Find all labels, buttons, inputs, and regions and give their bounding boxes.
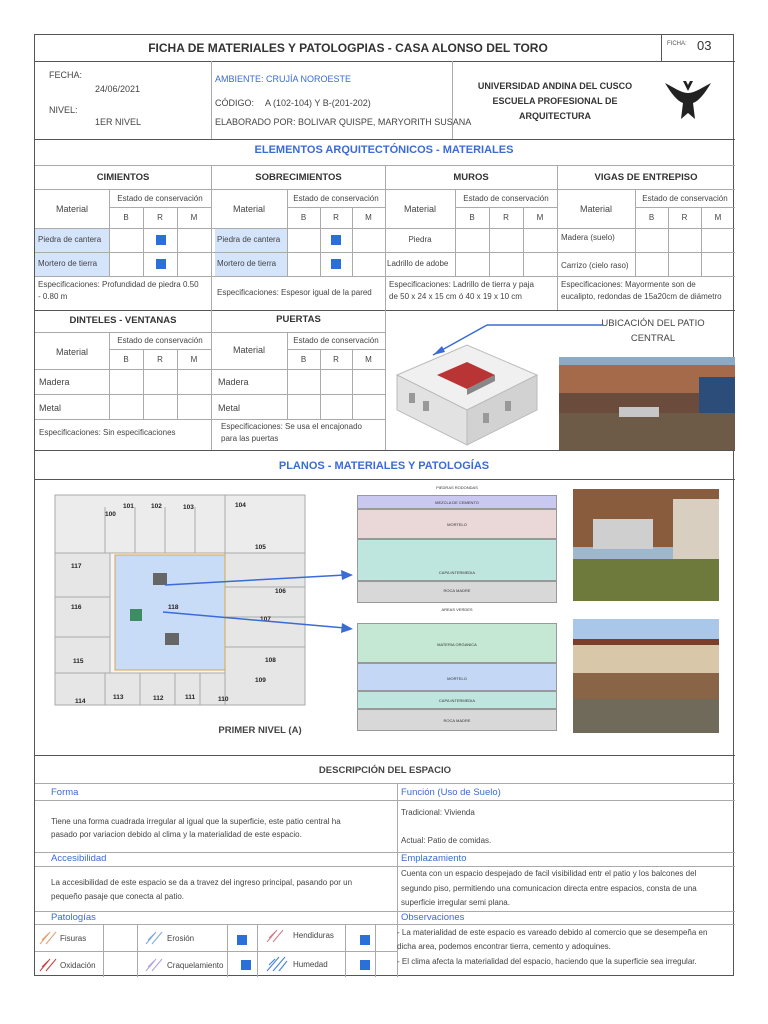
- hendiduras-hatch-icon: [265, 926, 287, 944]
- mur-row2: Ladrillo de adobe: [387, 259, 449, 268]
- pat-craquelamiento: Craquelamiento: [167, 961, 224, 970]
- forma-title: Forma: [51, 787, 79, 798]
- ficha-number: 03: [697, 38, 712, 53]
- materiales-title: ELEMENTOS ARQUITECTÓNICOS - MATERIALES: [254, 144, 514, 156]
- din-estado-head: Estado de conservación: [117, 336, 203, 345]
- s2-layer-a: MATERIA ORGANICA: [357, 623, 557, 663]
- mur-m: M: [536, 213, 544, 222]
- acces-line2: pequeño pasaje que conecta al patio.: [51, 892, 184, 901]
- erosion-mark: [237, 935, 247, 945]
- humedad-mark: [360, 960, 370, 970]
- pue-r: R: [333, 355, 339, 364]
- ubicacion-label1: UBICACIÓN DEL PATIO: [601, 318, 705, 329]
- mur-spec: Especificaciones: Ladrillo de tierra y paja: [389, 280, 534, 289]
- mur-row1: Piedra: [408, 235, 432, 244]
- empl-line1: Cuenta con un espacio despejado de facil visibilidad entr el patio y los balcones del: [401, 869, 697, 878]
- patio-photo-2: [573, 489, 719, 601]
- plan-label: PRIMER NIVEL (A): [218, 725, 302, 736]
- vig-b: B: [648, 213, 655, 222]
- accesibilidad-title: Accesibilidad: [51, 853, 107, 864]
- pue-material-head: Material: [232, 345, 265, 355]
- room-105: 105: [255, 544, 266, 551]
- cim-m: M: [190, 213, 198, 222]
- ficha-label: FICHA:: [667, 41, 687, 47]
- obs-line3: - El clima afecta la materialidad del espacio, haciendo que la superficie sea irregular.: [397, 957, 697, 966]
- planos-title: PLANOS - MATERIALES Y PATOLOGÍAS: [278, 460, 490, 472]
- room-116: 116: [71, 604, 82, 611]
- soil-section-1: [357, 483, 557, 605]
- sheet-frame: [34, 34, 734, 976]
- room-110: 110: [218, 696, 229, 703]
- cim-row2: Mortero de tierra: [38, 259, 98, 268]
- humedad-hatch-icon: [265, 953, 289, 973]
- cim-spec2: - 0.80 m: [38, 292, 68, 301]
- s2-layer-d: ROCA MADRE: [357, 709, 557, 731]
- room-109: 109: [255, 677, 266, 684]
- elaborado-text: ELABORADO POR: BOLIVAR QUISPE, MARYORITH SUSANA: [215, 117, 472, 127]
- room-118: 118: [168, 604, 179, 611]
- s1-layer-a: MEZCLA DE CEMENTO: [357, 495, 557, 509]
- univ-line2: ESCUELA PROFESIONAL DE: [492, 96, 618, 106]
- din-r: R: [157, 355, 163, 364]
- puertas-title: PUERTAS: [276, 314, 321, 325]
- vig-row2: Carrizo (cielo raso): [561, 261, 629, 270]
- forma-line2: pasado por variacion debido al clima y la materialidad de este espacio.: [51, 830, 302, 839]
- descripcion-title: DESCRIPCIÓN DEL ESPACIO: [318, 765, 452, 776]
- din-row1: Madera: [39, 377, 70, 387]
- cim-b: B: [123, 213, 129, 222]
- pat-humedad: Humedad: [293, 960, 328, 969]
- hendiduras-mark: [360, 935, 370, 945]
- funcion-line2: Actual: Patio de comidas.: [401, 836, 492, 845]
- nivel-label: NIVEL:: [49, 105, 78, 115]
- vigas-title: VIGAS DE ENTREPISO: [594, 172, 698, 183]
- acces-line1: La accesibilidad de este espacio se da a travez del ingreso principal, pasando por un: [51, 878, 353, 887]
- room-103: 103: [183, 504, 194, 511]
- obs-line2: dicha area, podemos encontrar tierra, cemento y adoquines.: [397, 942, 611, 951]
- room-107: 107: [260, 616, 271, 623]
- ubicacion-label2: CENTRAL: [630, 333, 676, 344]
- cim-row1: Piedra de cantera: [38, 235, 102, 244]
- cim-spec: Especificaciones: Profundidad de piedra 0.50: [38, 280, 199, 289]
- room-100: 100: [105, 511, 116, 518]
- fecha-value: 24/06/2021: [95, 84, 141, 94]
- sobrecimientos-title: SOBRECIMIENTOS: [255, 172, 342, 183]
- cim-estado-head: Estado de conservación: [117, 194, 203, 203]
- soil-section-2: [357, 605, 557, 733]
- vig-r: R: [681, 213, 688, 222]
- vig-m: M: [714, 213, 722, 222]
- mur-material-head: Material: [403, 204, 436, 214]
- forma-line1: Tiene una forma cuadrada irregular al igual que la superficie, este patio central ha: [51, 817, 341, 826]
- patio-photo-3: [573, 619, 719, 733]
- pue-spec: Especificaciones: Se usa el encajonado: [221, 422, 362, 431]
- s2-layer-b: MORTELO: [357, 663, 557, 691]
- ambiente-text: AMBIENTE: CRUJÍA NOROESTE: [215, 74, 352, 84]
- sob-spec: Especificaciones: Espesor igual de la pared: [217, 288, 372, 297]
- s1-layer-c: CAPA INTERMEDIA: [357, 539, 557, 581]
- mur-estado-head: Estado de conservación: [463, 194, 549, 203]
- codigo-value: A (102-104) Y B-(201-202): [265, 98, 371, 108]
- erosion-hatch-icon: [144, 928, 166, 946]
- room-115: 115: [73, 658, 84, 665]
- room-104: 104: [235, 502, 246, 509]
- obs-line1: - La materialidad de este espacio es vareado debido al comercio que se desempeña en: [397, 928, 708, 937]
- dinteles-title: DINTELES - VENTANAS: [69, 315, 177, 326]
- sob-material-head: Material: [232, 204, 265, 214]
- din-m: M: [190, 355, 198, 364]
- sob-row1: Piedra de cantera: [217, 235, 281, 244]
- din-spec: Especificaciones: Sin especificaciones: [39, 428, 176, 437]
- s1-top-label: PIEDRAS RODONDAS: [436, 485, 478, 490]
- sob-row2: Mortero de tierra: [217, 259, 277, 268]
- observaciones-title: Observaciones: [401, 912, 465, 923]
- nivel-value: 1ER NIVEL: [95, 117, 142, 127]
- room-111: 111: [185, 694, 196, 701]
- cimientos-title: CIMIENTOS: [96, 172, 150, 183]
- room-101: 101: [123, 503, 134, 510]
- s1-layer-d: ROCA MADRE: [357, 581, 557, 603]
- muros-title: MUROS: [453, 172, 489, 183]
- fecha-label: FECHA:: [49, 70, 83, 80]
- fisuras-hatch-icon: [38, 928, 60, 946]
- room-117: 117: [71, 563, 82, 570]
- pat-erosion: Erosión: [167, 934, 195, 943]
- din-row2: Metal: [39, 403, 62, 413]
- room-102: 102: [151, 503, 162, 510]
- pat-hendiduras: Hendiduras: [293, 931, 334, 940]
- s2-top-label: AREAS VERDES: [441, 607, 473, 612]
- sob-m: M: [365, 213, 372, 222]
- pue-spec2: para las puertas: [221, 434, 279, 443]
- room-114: 114: [75, 698, 86, 705]
- sob-estado-head: Estado de conservación: [293, 194, 379, 203]
- vig-row1: Madera (suelo): [561, 233, 615, 242]
- cim-material-head: Material: [55, 204, 88, 214]
- cim-r: R: [157, 213, 163, 222]
- univ-line3: ARQUITECTURA: [519, 111, 591, 121]
- pue-row1: Madera: [218, 377, 249, 387]
- pat-fisuras: Fisuras: [60, 934, 87, 943]
- s2-layer-c: CAPA INTERMEDIA: [357, 691, 557, 709]
- room-106: 106: [275, 588, 286, 595]
- empl-line2: segundo piso, permitiendo una comunicacion directa entre espacios, consta de una: [401, 884, 697, 893]
- pue-b: B: [300, 355, 307, 364]
- univ-line1: UNIVERSIDAD ANDINA DEL CUSCO: [477, 81, 633, 91]
- mur-r: R: [503, 213, 509, 222]
- emplazamiento-title: Emplazamiento: [401, 853, 467, 864]
- vig-estado-head: Estado de conservación: [642, 194, 728, 203]
- sob-r: R: [333, 213, 339, 222]
- craquelamiento-hatch-icon: [144, 955, 166, 973]
- sob-b: B: [300, 213, 307, 222]
- din-material-head: Material: [55, 347, 88, 357]
- vig-spec: Especificaciones: Mayormente son de: [561, 280, 696, 289]
- pat-oxidacion: Oxidación: [60, 961, 96, 970]
- mur-spec2: de 50 x 24 x 15 cm ó 40 x 19 x 10 cm: [389, 292, 522, 301]
- pue-row2: Metal: [218, 403, 241, 413]
- codigo-label: CÓDIGO:: [215, 98, 255, 108]
- patologias-title: Patologías: [51, 912, 96, 923]
- room-108: 108: [265, 657, 276, 664]
- vig-material-head: Material: [579, 204, 612, 214]
- funcion-title: Función (Uso de Suelo): [401, 787, 501, 798]
- s1-layer-b: MORTELO: [357, 509, 557, 539]
- funcion-line1: Tradicional: Vivienda: [401, 808, 475, 817]
- pue-estado-head: Estado de conservación: [293, 336, 379, 345]
- room-112: 112: [153, 695, 164, 702]
- empl-line3: superficie irregular semi plana.: [401, 898, 510, 907]
- mur-b: B: [469, 213, 475, 222]
- craquelamiento-mark: [241, 960, 251, 970]
- oxidacion-hatch-icon: [38, 955, 60, 973]
- sheet-title: FICHA DE MATERIALES Y PATOLOGPIAS - CASA ALONSO DEL TORO: [148, 41, 548, 55]
- din-b: B: [123, 355, 129, 364]
- vig-spec2: eucalipto, redondas de 15a20cm de diámetro: [561, 292, 722, 301]
- room-113: 113: [113, 694, 124, 701]
- pue-m: M: [365, 355, 372, 364]
